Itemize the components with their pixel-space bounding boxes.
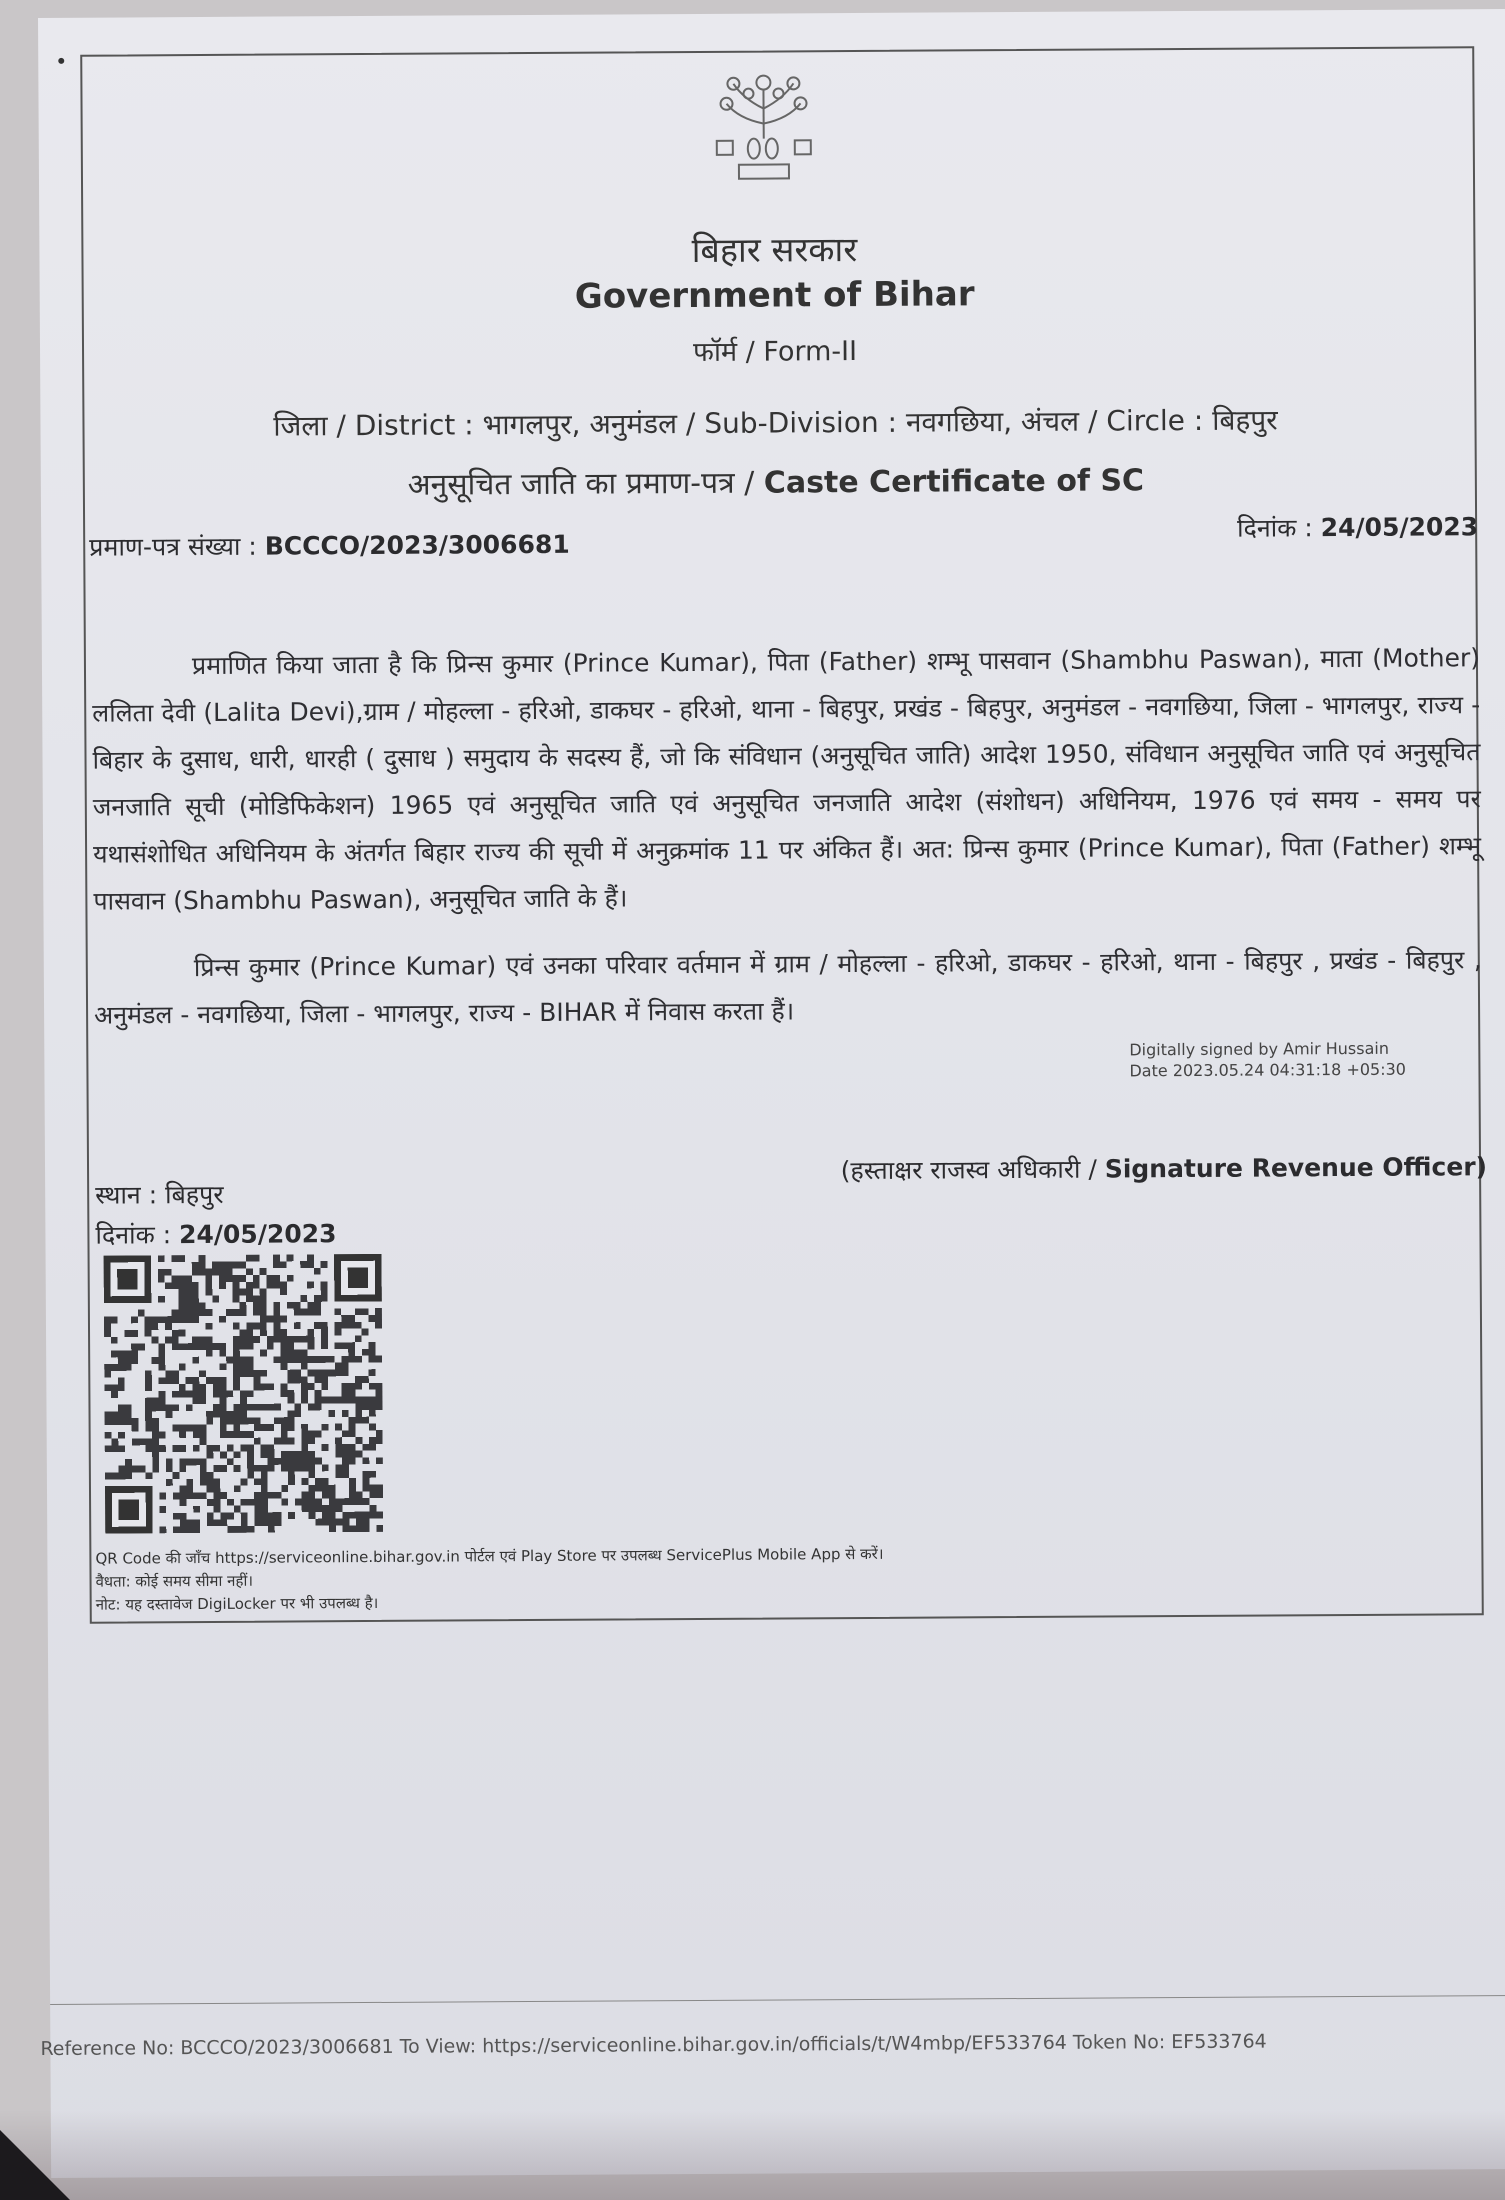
- district-value: भागलपुर,: [482, 407, 581, 442]
- digital-signature: [1129, 1038, 1406, 1082]
- footer-notes: [95, 1543, 883, 1617]
- certificate-name-english: Caste Certificate of SC: [763, 463, 1145, 501]
- qr-verification-note: QR Code की जाँच https://serviceonline.bihar.gov.in पोर्टल एवं Play Store पर उपलब्ध ServicePlus Mobile App से करें।: [95, 1544, 884, 1568]
- certificate-number-label: प्रमाण-पत्र संख्या :: [89, 531, 257, 562]
- certificate-number-value: BCCCO/2023/3006681: [264, 529, 570, 561]
- place-date-block: [95, 1174, 337, 1255]
- subdivision-label: अनुमंडल / Sub-Division :: [589, 405, 898, 441]
- place-line: [95, 1174, 336, 1215]
- digital-signature-date: Date 2023.05.24 04:31:18 +05:30: [1129, 1059, 1406, 1081]
- place-label: स्थान :: [95, 1180, 158, 1210]
- signature-caption-english: Signature Revenue Officer): [1104, 1152, 1488, 1184]
- certificate-page: [38, 9, 1505, 2178]
- certificate-number: [89, 527, 570, 564]
- reference-line: Reference No: BCCCO/2023/3006681 To View: https://serviceonline.bihar.gov.in/officials/t/W4mbp/EF533764 Token No: EF533764: [40, 2030, 1267, 2061]
- bottom-divider: [50, 1995, 1505, 2005]
- district-label: जिला / District :: [273, 408, 474, 443]
- issue-date: [1237, 509, 1478, 544]
- footer-date-value: 24/05/2023: [178, 1219, 337, 1250]
- certificate-name-hindi: अनुसूचित जाति का प्रमाण-पत्र /: [407, 465, 755, 503]
- digilocker-note: नोट: यह दस्तावेज DigiLocker पर भी उपलब्ध है।: [95, 1593, 379, 1614]
- punch-mark: [58, 58, 64, 64]
- form-label: फॉर्म / Form-II: [693, 336, 858, 369]
- circle-value: बिहपुर: [1212, 403, 1278, 437]
- footer-date-line: [95, 1214, 336, 1255]
- place-value: बिहपुर: [164, 1179, 224, 1210]
- validity-note: वैधता: कोई समय सीमा नहीं।: [95, 1571, 254, 1591]
- qr-code[interactable]: [104, 1254, 384, 1534]
- subdivision-value: नवगछिया,: [905, 405, 1013, 439]
- english-title: Government of Bihar: [574, 274, 975, 317]
- footer-date-label: दिनांक :: [95, 1220, 172, 1250]
- digital-signature-signer: Digitally signed by Amir Hussain: [1129, 1038, 1390, 1060]
- photo-corner: [0, 2130, 70, 2200]
- body-paragraph-2: प्रिन्स कुमार (Prince Kumar) एवं उनका परिवार वर्तमान में ग्राम / मोहल्ला - हरिओ, डाकघर - हरिओ, थाना - बिहपुर , प्रखंड - बिहपुर , अनुमंडल - नवगछिया, जिला - भागलपुर, राज्य - BIHAR में निवास करता हैं।: [94, 945, 1482, 1030]
- photo-shadow: [0, 2110, 1505, 2200]
- hindi-title: बिहार सरकार: [691, 230, 858, 272]
- issue-date-label: दिनांक :: [1237, 513, 1313, 543]
- body-paragraph-1: प्रमाणित किया जाता है कि प्रिन्स कुमार (Prince Kumar), पिता (Father) शम्भू पासवान (Shambhu Paswan), माता (Mother) ललिता देवी (Lalita Devi),ग्राम / मोहल्ला - हरिओ, डाकघर - हरिओ, थाना - बिहपुर, प्रखंड - बिहपुर, अनुमंडल - नवगछिया, जिला - भागलपुर, राज्य - बिहार के दुसाध, धारी, धारही ( दुसाध ) समुदाय के सदस्य हैं, जो कि संविधान (अनुसूचित जाति) आदेश 1950, संविधान अनुसूचित जाति एवं अनुसूचित जनजाति सूची (मोडिफिकेशन) 1965 एवं अनुसूचित जाति एवं अनुसूचित जनजाति आदेश (संशोधन) अधिनियम, 1976 एवं समय - समय पर यथासंशोधित अधिनियम के अंतर्गत बिहार राज्य की सूची में अनुक्रमांक 11 पर अंकित हैं। अत: प्रिन्स कुमार (Prince Kumar), पिता (Father) शम्भू पासवान (Shambhu Paswan), अनुसूचित जाति के हैं।: [92, 643, 1482, 916]
- signature-caption-hindi: (हस्ताक्षर राजस्व अधिकारी /: [840, 1154, 1097, 1186]
- certificate-body: [92, 634, 1482, 1038]
- issue-date-value: 24/05/2023: [1320, 512, 1479, 543]
- bihar-emblem-icon: [708, 68, 819, 189]
- circle-label: अंचल / Circle :: [1020, 403, 1204, 439]
- signature-caption: [841, 1149, 1488, 1187]
